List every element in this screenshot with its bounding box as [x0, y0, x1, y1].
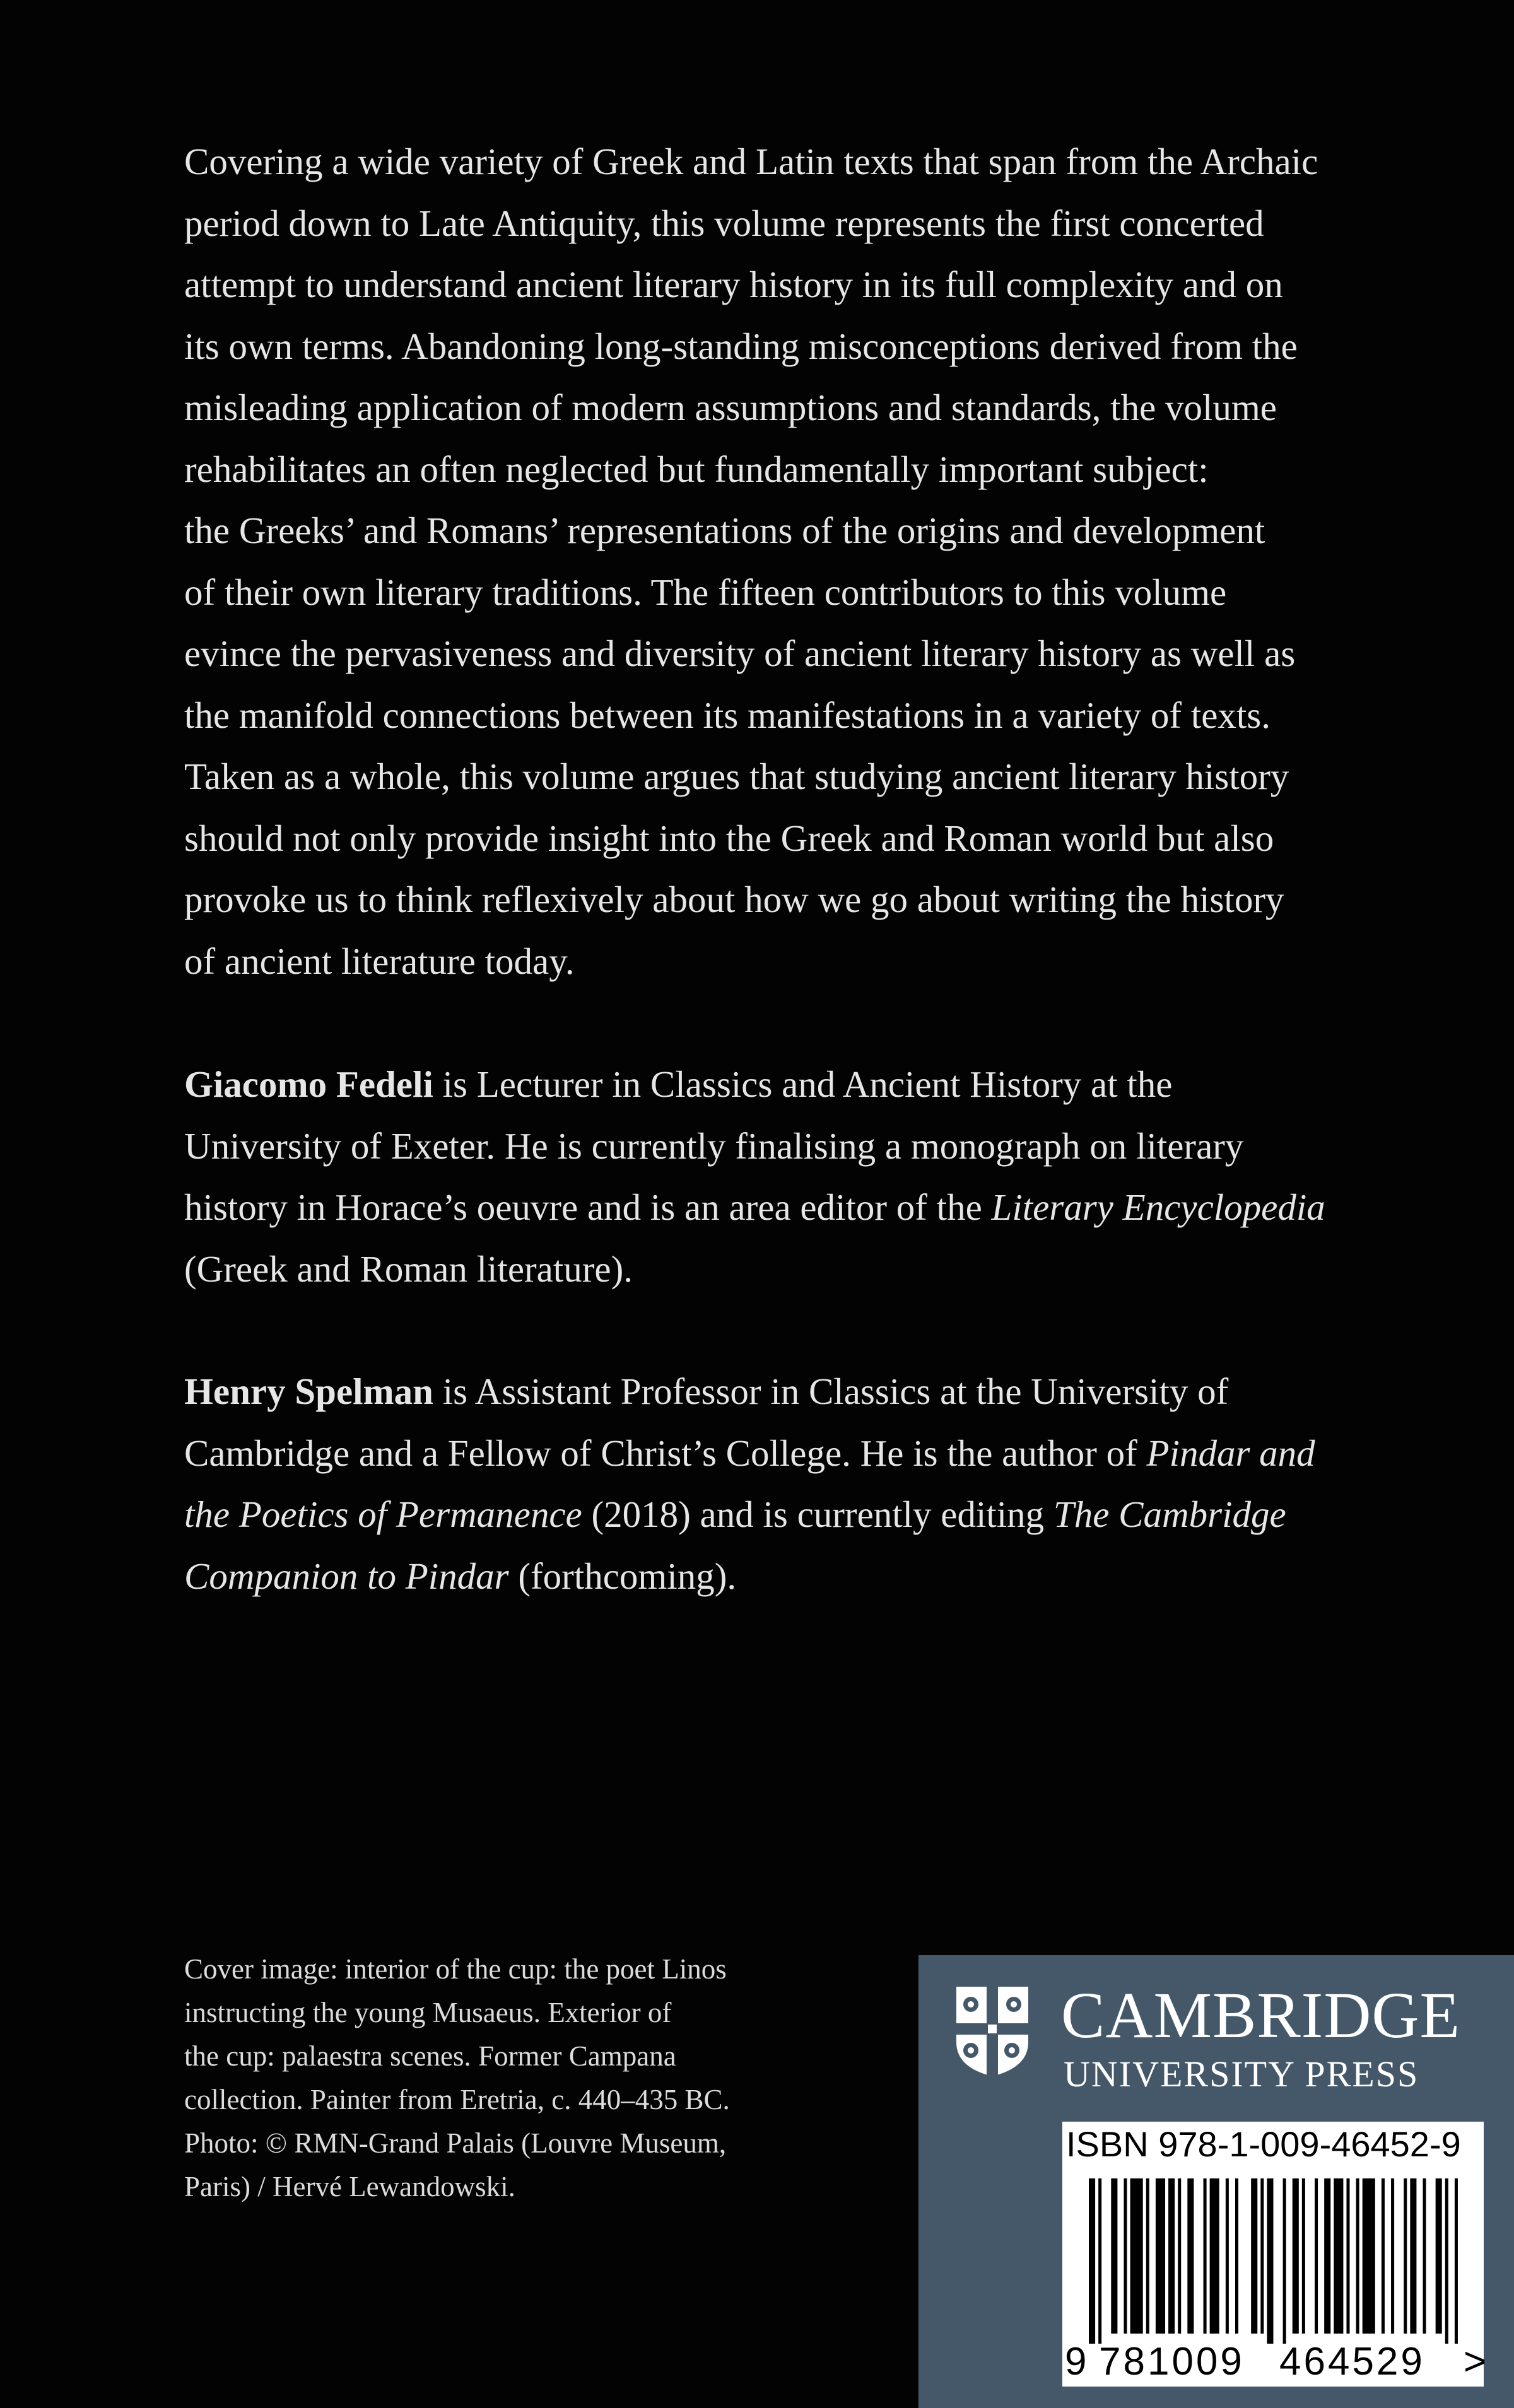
publisher-panel [918, 1955, 1514, 2408]
publication-title: Literary Encyclopedia [991, 1186, 1325, 1228]
barcode-stripe [1363, 2178, 1375, 2334]
barcode-stripe [1315, 2178, 1318, 2334]
cambridge-shield-icon [954, 1984, 1031, 2079]
blurb-line: the Greeks’ and Romans’ representations of the origins and development [184, 510, 1265, 551]
barcode-stripe [1293, 2178, 1299, 2334]
barcode-stripe [1267, 2178, 1273, 2344]
barcode-stripe [1445, 2178, 1448, 2344]
book-title: Pindar and [1146, 1432, 1315, 1474]
barcode-stripe [1124, 2178, 1127, 2334]
blurb-line: provoke us to think reflexively about how we go about writing the history [184, 879, 1284, 920]
blurb-line: Covering a wide variety of Greek and Latin texts that span from the Archaic [184, 141, 1318, 182]
barcode-stripe [1283, 2178, 1286, 2344]
barcode-stripe [1260, 2178, 1264, 2334]
barcode-stripe [1391, 2178, 1394, 2334]
isbn-barcode: ISBN 978-1-009-46452-9 9 781009 464529 > [1062, 2122, 1484, 2387]
barcode-stripe [1178, 2178, 1181, 2334]
barcode-stripe [1334, 2178, 1343, 2334]
barcode-stripe [1423, 2178, 1426, 2334]
barcode-stripe [1111, 2178, 1117, 2334]
barcode-stripe [1168, 2178, 1175, 2334]
barcode-stripe [1156, 2178, 1165, 2334]
blurb-line: misleading application of modern assumptions and standards, the volume [184, 387, 1277, 428]
book-title: Companion to Pindar [184, 1555, 509, 1597]
barcode-stripe [1146, 2178, 1149, 2334]
barcode-stripe [1436, 2178, 1442, 2334]
credit-line: collection. Painter from Eretria, c. 440–435 BC. [184, 2084, 730, 2115]
barcode-stripe [1251, 2178, 1257, 2334]
barcode-stripe [1382, 2178, 1385, 2334]
credit-line: Photo: © RMN-Grand Palais (Louvre Museum, [184, 2127, 727, 2159]
publisher-subname: UNIVERSITY PRESS [1064, 2054, 1419, 2095]
publisher-name: CAMBRIDGE [1061, 1979, 1461, 2052]
barcode-stripe [1302, 2178, 1305, 2334]
barcode-stripe [1130, 2178, 1143, 2334]
book-title: the Poetics of Permanence [184, 1493, 582, 1535]
blurb-line: should not only provide insight into the Greek and Roman world but also [184, 817, 1274, 859]
editor-bio-spelman: Henry Spelman is Assistant Professor in Classics at the University of Cambridge and a Fellow of Christ’s College. He is the author of Pindar and the Poetics of Permanence (2018) and is currently editing The Cambridge Companion to Pindar (forthcoming). [184, 1371, 1315, 1597]
barcode-stripe [1226, 2178, 1229, 2334]
barcode-stripe [1324, 2178, 1330, 2334]
barcode-stripe [1235, 2178, 1238, 2334]
barcode-stripe [1089, 2178, 1095, 2344]
credit-line: Paris) / Hervé Lewandowski. [184, 2171, 515, 2202]
blurb-line: Taken as a whole, this volume argues that studying ancient literary history [184, 756, 1289, 797]
isbn-label: ISBN 978-1-009-46452-9 [1066, 2124, 1461, 2164]
barcode-stripe [1346, 2178, 1349, 2334]
description-blurb [184, 131, 1421, 992]
blurb-line: evince the pervasiveness and diversity of ancient literary history as well as [184, 633, 1296, 674]
blurb-line: attempt to understand ancient literary history in its full complexity and on [184, 264, 1283, 305]
barcode-stripe [1410, 2178, 1416, 2334]
barcode-stripe [1356, 2178, 1359, 2334]
credit-line: instructing the young Musaeus. Exterior of [184, 1997, 672, 2028]
barcode-stripe [1455, 2178, 1458, 2344]
barcode-stripe [1204, 2178, 1207, 2334]
credit-line: the cup: palaestra scenes. Former Campana [184, 2040, 676, 2072]
barcode-stripe [1098, 2178, 1101, 2344]
barcode-stripe [1187, 2178, 1194, 2334]
blurb-line: rehabilitates an often neglected but fundamentally important subject: [184, 448, 1209, 490]
editor-name: Giacomo Fedeli [184, 1063, 433, 1105]
blurb-line: period down to Late Antiquity, this volume represents the first concerted [184, 202, 1264, 244]
cover-image-credit [184, 1948, 891, 2209]
editor-name: Henry Spelman [184, 1371, 433, 1412]
blurb-line: of ancient literature today. [184, 940, 575, 982]
blurb-line: of their own literary traditions. The fifteen contributors to this volume [184, 571, 1227, 613]
blurb-line: the manifold connections between its manifestations in a variety of texts. [184, 694, 1271, 736]
editor-bio-fedeli: Giacomo Fedeli is Lecturer in Classics and Ancient History at the University of Exeter. He is currently finalising a monograph on literary history in Horace’s oeuvre and is an area editor of the Literary Encyclopedia (Greek and Roman literature). [184, 1063, 1325, 1290]
blurb-line: its own terms. Abandoning long-standing misconceptions derived from the [184, 325, 1298, 367]
barcode-bars [1089, 2178, 1461, 2344]
credit-line: Cover image: interior of the cup: the poet Linos [184, 1953, 727, 1985]
barcode-stripe [1404, 2178, 1407, 2334]
barcode-stripe [1210, 2178, 1219, 2334]
book-title: The Cambridge [1053, 1493, 1286, 1535]
